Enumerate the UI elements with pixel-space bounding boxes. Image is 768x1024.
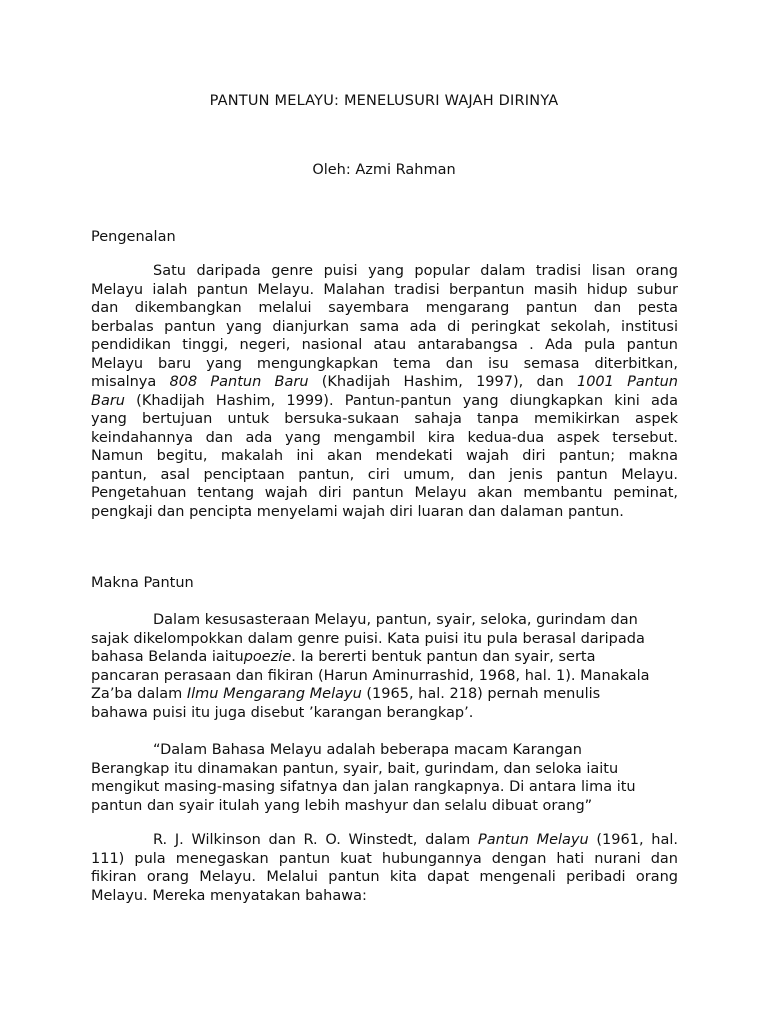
text-line: 111) pula menegaskan pantun kuat hubungannya dengan hati nurani dan [91,850,678,867]
book-title: 1001 Pantun [576,374,678,390]
author-line: Oleh: Azmi Rahman [312,162,456,178]
text-fragment: (Khadijah Hashim, 1999). Pantun-pantun yang diungkapkan kini ada [124,392,678,409]
text-fragment: Za’ba dalam [91,686,187,702]
text-line: Berangkap itu dinamakan pantun, syair, bait, gurindam, dan seloka iaitu [91,760,619,777]
text-fragment: bahasa Belanda iaitu [91,649,244,665]
text-line: Satu daripada genre puisi yang popular dalam tradisi lisan orang [153,263,678,279]
text-line: pancaran perasaan dan fikiran (Harun Aminurrashid, 1968, hal. 1). Manakala [91,667,650,684]
text-line: Pengetahuan tentang wajah diri pantun Melayu akan membantu peminat, [91,485,678,501]
text-line: pantun, asal penciptaan pantun, ciri umum, dan jenis pantun Melayu. [91,466,678,483]
text-line: “Dalam Bahasa Melayu adalah beberapa macam Karangan [153,742,582,758]
text-line: berbalas pantun yang dianjurkan sama ada di peringkat sekolah, institusi [91,318,678,335]
text-line: mengikut masing-masing sifatnya dan jalan rangkapnya. Di antara lima itu [91,779,636,795]
section-heading-makna-pantun: Makna Pantun [91,575,194,591]
paragraph-quotation [91,741,678,815]
paragraph-pengenalan [91,262,678,521]
foreign-term: poezie [243,649,292,665]
paragraph-makna-pantun [91,611,678,722]
text-line [91,648,678,667]
paragraph-wilkinson [91,831,678,905]
text-line: fikiran orang Melayu. Melalui pantun kita dapat mengenali peribadi orang [91,869,678,885]
section-heading-pengenalan: Pengenalan [91,229,176,245]
text-fragment: (1965, hal. 218) pernah menulis [361,686,601,702]
text-fragment: misalnya [91,374,170,390]
text-line: Dalam kesusasteraan Melayu, pantun, syair, seloka, gurindam dan [153,612,638,628]
text-line: dan dikembangkan melalui sayembara mengarang pantun dan pesta [91,300,678,316]
text-line [91,373,678,392]
text-line: yang bertujuan untuk bersuka-sukaan sahaja tanpa memikirkan aspek [91,411,678,427]
text-line: Melayu baru yang mengungkapkan tema dan isu semasa diterbitkan, [91,355,678,372]
text-line: Namun begitu, makalah ini akan mendekati wajah diri pantun; makna [91,448,678,464]
text-line: bahawa puisi itu juga disebut ’karangan berangkap’. [91,704,474,721]
text-fragment: (1961, hal. [588,832,678,848]
text-fragment: R. J. Wilkinson dan R. O. Winstedt, dalam [153,832,478,848]
book-title: Baru [91,392,125,409]
text-line: pendidikan tinggi, negeri, nasional atau antarabangsa . Ada pula pantun [91,337,678,353]
text-fragment: . Ia bererti bentuk pantun dan syair, serta [291,649,596,665]
book-title: Pantun Melayu [477,832,589,848]
text-line: pantun dan syair itulah yang lebih mashyur dan selalu dibuat orang” [91,797,593,814]
text-fragment: (Khadijah Hashim, 1997), dan [308,374,577,390]
text-line [91,831,678,850]
text-line [91,392,678,411]
text-line: Melayu ialah pantun Melayu. Malahan tradisi berpantun masih hidup subur [91,281,678,298]
document-title: PANTUN MELAYU: MENELUSURI WAJAH DIRINYA [209,93,559,109]
book-title: 808 Pantun Baru [169,374,309,390]
text-line: pengkaji dan pencipta menyelami wajah diri luaran dan dalaman pantun. [91,503,624,520]
text-line [91,685,678,704]
text-line: sajak dikelompokkan dalam genre puisi. Kata puisi itu pula berasal daripada [91,630,645,647]
text-line: keindahannya dan ada yang mengambil kira kedua-dua aspek tersebut. [91,429,678,446]
book-title: Ilmu Mengarang Melayu [186,686,362,702]
text-line: Melayu. Mereka menyatakan bahawa: [91,887,367,904]
